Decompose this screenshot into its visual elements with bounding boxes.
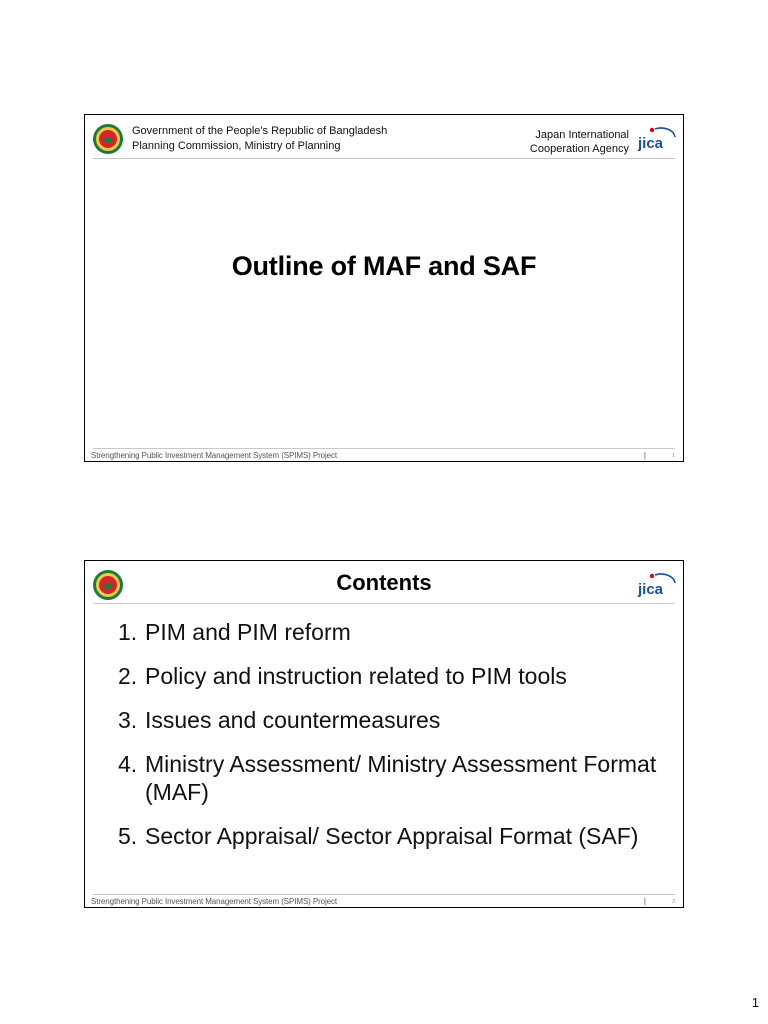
list-item-number: 3. bbox=[118, 707, 138, 733]
bangladesh-government-emblem-icon bbox=[92, 123, 124, 155]
list-item-text: Ministry Assessment/ Ministry Assessment Format (MAF) bbox=[145, 751, 657, 805]
header-divider bbox=[93, 158, 675, 159]
list-item bbox=[118, 662, 658, 690]
list-item-number: 1. bbox=[118, 619, 138, 645]
contents-list bbox=[118, 618, 658, 866]
footer-separator: | bbox=[643, 897, 646, 906]
header-agency-line-1: Japan International bbox=[535, 129, 629, 141]
list-item-text: Sector Appraisal/ Sector Appraisal Format (SAF) bbox=[145, 823, 639, 849]
header-agency bbox=[530, 128, 629, 156]
jica-logo-icon bbox=[635, 569, 677, 599]
header-agency-line-2: Cooperation Agency bbox=[529, 143, 629, 155]
slide-title: Outline of MAF and SAF bbox=[231, 251, 537, 281]
svg-text:jica: jica bbox=[638, 135, 664, 152]
footer-divider bbox=[93, 448, 675, 449]
footer-project: Strengthening Public Investment Management System (SPIMS) Project bbox=[91, 897, 338, 906]
header-divider bbox=[93, 603, 675, 604]
svg-text:jica: jica bbox=[638, 581, 664, 598]
slide-title: Contents bbox=[336, 570, 432, 595]
list-item-text: Policy and instruction related to PIM tools bbox=[145, 663, 567, 689]
jica-logo-icon bbox=[635, 123, 677, 153]
list-item-number: 5. bbox=[118, 823, 138, 849]
list-item bbox=[118, 750, 658, 806]
list-item-text: Issues and countermeasures bbox=[145, 707, 441, 733]
slide-number: 1 bbox=[672, 453, 675, 459]
list-item-number: 4. bbox=[118, 751, 138, 777]
list-item-number: 2. bbox=[118, 663, 138, 689]
slide-2 bbox=[84, 560, 684, 908]
header-org-line-2: Planning Commission, Ministry of Planning bbox=[132, 140, 341, 152]
header-org-line-1: Government of the People's Republic of Bangladesh bbox=[132, 125, 388, 137]
slide-1 bbox=[84, 114, 684, 462]
slide-number: 2 bbox=[672, 899, 675, 905]
list-item bbox=[118, 706, 658, 734]
header-organization bbox=[132, 124, 387, 154]
list-item bbox=[118, 822, 658, 850]
list-item-text: PIM and PIM reform bbox=[145, 619, 351, 645]
list-item bbox=[118, 618, 658, 646]
footer-separator: | bbox=[643, 451, 646, 460]
page-number: 1 bbox=[751, 995, 759, 1010]
footer-divider bbox=[93, 894, 675, 895]
footer-project: Strengthening Public Investment Management System (SPIMS) Project bbox=[91, 451, 338, 460]
